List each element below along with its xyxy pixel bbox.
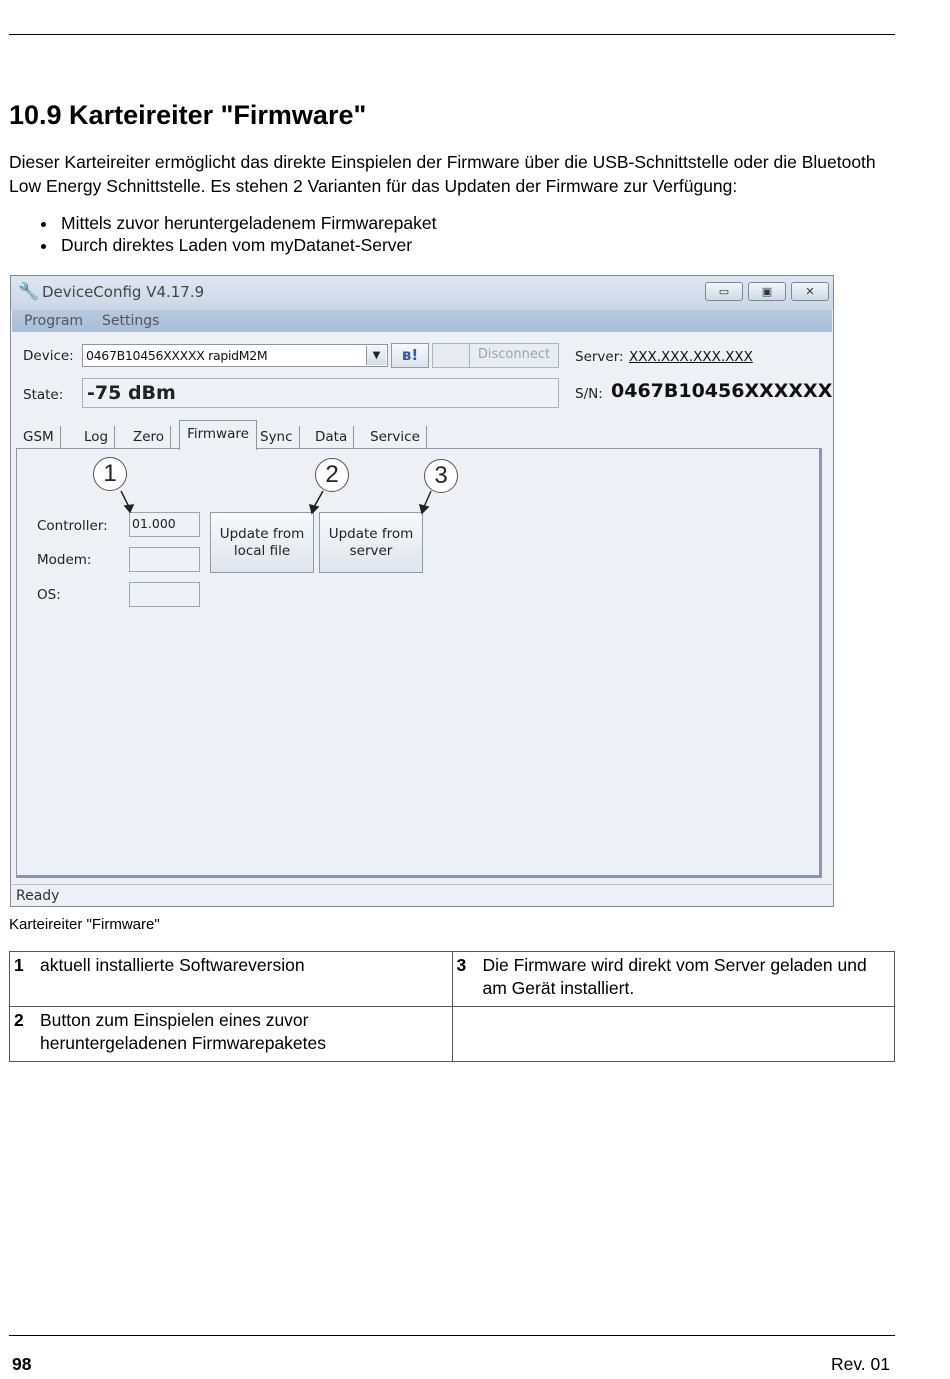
server-link[interactable]: XXX.XXX.XXX.XXX bbox=[629, 349, 753, 365]
maximize-button[interactable]: ▣ bbox=[748, 282, 786, 301]
legend-cell bbox=[10, 1007, 453, 1062]
disconnect-button[interactable]: Disconnect bbox=[469, 343, 559, 368]
state-label: State: bbox=[23, 387, 64, 403]
deviceconfig-window bbox=[10, 275, 834, 907]
status-bar bbox=[12, 884, 832, 907]
bullet-list bbox=[9, 212, 436, 256]
legend-text: aktuell installierte Softwareversion bbox=[40, 955, 305, 975]
menu-settings[interactable]: Settings bbox=[102, 313, 160, 329]
intro-paragraph: Dieser Karteireiter ermöglicht das direkte Einspielen der Firmware über die USB-Schnittstelle oder die Bluetooth Low Energy Schnittstelle. Es stehen 2 Varianten für das Updaten der Firmware zur Verfügung: bbox=[9, 152, 876, 196]
callout-1: 1 bbox=[93, 457, 127, 491]
legend-number: 3 bbox=[456, 955, 467, 975]
revision-label: Rev. 01 bbox=[830, 1354, 890, 1374]
legend-cell-empty bbox=[452, 1007, 895, 1062]
update-from-server-button[interactable] bbox=[319, 512, 423, 573]
menu-bar bbox=[12, 310, 832, 332]
tab-data[interactable]: Data bbox=[309, 426, 354, 448]
table-row bbox=[10, 952, 895, 1007]
chevron-down-icon[interactable]: ▼ bbox=[366, 346, 386, 365]
device-select-value: 0467B10456XXXXX rapidM2M bbox=[86, 348, 268, 363]
window-titlebar bbox=[11, 276, 833, 310]
section-title: 10.9 Karteireiter "Firmware" bbox=[9, 100, 367, 130]
list-item: Durch direktes Laden vom myDatanet-Server bbox=[9, 234, 436, 256]
update-server-label: Update from server bbox=[328, 525, 414, 559]
controller-label: Controller: bbox=[37, 518, 108, 534]
callout-2: 2 bbox=[315, 458, 349, 492]
device-select[interactable] bbox=[82, 344, 388, 367]
modem-label: Modem: bbox=[37, 552, 92, 568]
figure-caption: Karteireiter "Firmware" bbox=[9, 916, 160, 933]
modem-version-field bbox=[129, 547, 200, 572]
os-version-field bbox=[129, 582, 200, 607]
tab-firmware[interactable]: Firmware bbox=[179, 420, 257, 450]
legend-cell bbox=[452, 952, 895, 1007]
tab-sync[interactable]: Sync bbox=[254, 426, 300, 448]
state-display bbox=[82, 378, 559, 408]
wrench-icon: 🔧 bbox=[18, 282, 40, 302]
tab-service[interactable]: Service bbox=[364, 426, 427, 448]
update-from-local-file-button[interactable] bbox=[210, 512, 314, 573]
sn-label: S/N: bbox=[575, 386, 603, 402]
window-title: DeviceConfig V4.17.9 bbox=[42, 283, 205, 301]
list-item: Mittels zuvor heruntergeladenem Firmwarepaket bbox=[9, 212, 436, 234]
status-text: Ready bbox=[16, 888, 60, 904]
legend-text: Button zum Einspielen eines zuvor heruntergeladenen Firmwarepaketes bbox=[40, 1010, 326, 1053]
tab-zero[interactable]: Zero bbox=[127, 426, 171, 448]
table-row bbox=[10, 1007, 895, 1062]
server-label: Server: bbox=[575, 349, 624, 365]
legend-number: 1 bbox=[14, 955, 24, 975]
footer-rule bbox=[9, 1335, 895, 1336]
bluetooth-button[interactable]: ʙ! bbox=[391, 343, 429, 368]
header-rule bbox=[9, 34, 895, 35]
callout-3: 3 bbox=[424, 459, 458, 493]
update-local-label: Update from local file bbox=[219, 525, 305, 559]
sn-value: 0467B10456XXXXXX bbox=[611, 380, 833, 402]
minimize-button[interactable]: ▭ bbox=[705, 282, 743, 301]
state-value: -75 dBm bbox=[87, 382, 176, 404]
legend-number: 2 bbox=[14, 1010, 24, 1030]
controller-version-field: 01.000 bbox=[129, 512, 200, 537]
legend-cell bbox=[10, 952, 453, 1007]
blank-button[interactable] bbox=[432, 343, 470, 368]
legend-text: Die Firmware wird direkt vom Server geladen und am Gerät installiert. bbox=[482, 955, 867, 998]
menu-program[interactable]: Program bbox=[24, 313, 84, 329]
device-label: Device: bbox=[23, 348, 74, 364]
legend-table bbox=[9, 951, 895, 1062]
tab-log[interactable]: Log bbox=[78, 426, 115, 448]
os-label: OS: bbox=[37, 587, 61, 603]
tab-gsm[interactable]: GSM bbox=[17, 426, 61, 448]
close-button[interactable]: ✕ bbox=[791, 282, 829, 301]
page-number: 98 bbox=[12, 1354, 32, 1374]
